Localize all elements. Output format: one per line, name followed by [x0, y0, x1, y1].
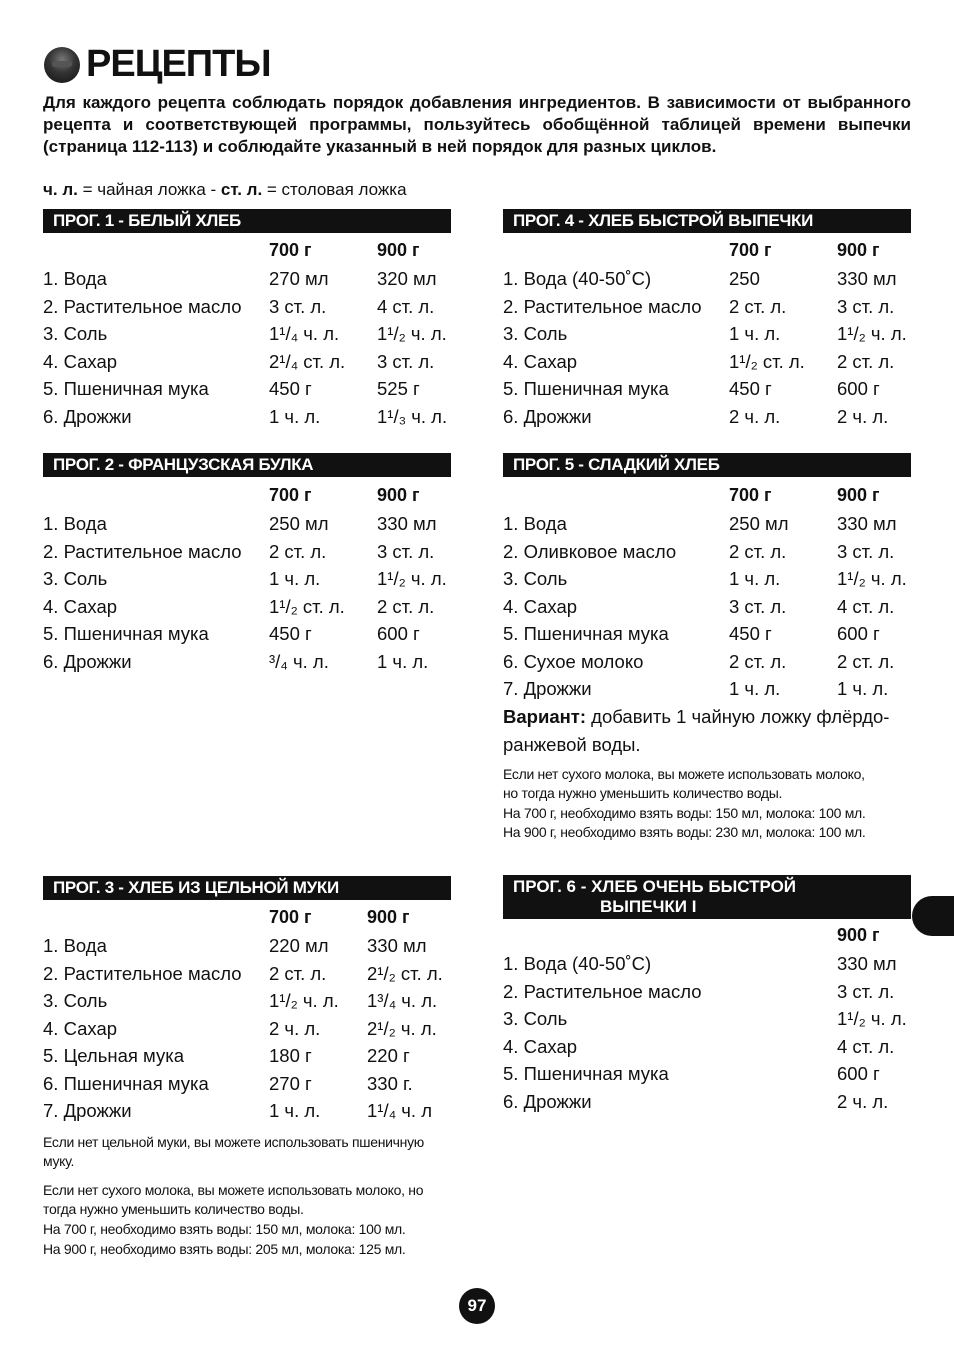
amount-700g: 1 ч. л. [269, 405, 321, 427]
amount-900g: 4 ст. л. [377, 295, 435, 317]
ingredient-name: 6. Сухое молоко [503, 650, 644, 672]
amount-700g: 450 г [269, 623, 312, 644]
page-title: РЕЦЕПТЫ [86, 43, 271, 85]
amount-900g: 2 ст. л. [837, 650, 895, 672]
prog4-title: ПРОГ. 4 - ХЛЕБ БЫСТРОЙ ВЫПЕЧКИ [503, 209, 911, 233]
ingredient-name: 1. Вода (40-50˚C) [503, 953, 652, 974]
tsp-text: = чайная ложка - [77, 180, 221, 199]
amount-700g: 1¹/₂ ст. л. [729, 350, 805, 372]
amount-700g: 250 мл [729, 513, 789, 534]
amount-700g: 2 ст. л. [729, 650, 787, 672]
prog3-title: ПРОГ. 3 - ХЛЕБ ИЗ ЦЕЛЬНОЙ МУКИ [43, 876, 451, 900]
amount-900g: 2¹/₂ ст. л. [367, 962, 443, 984]
ingredient-name: 5. Пшеничная мука [43, 623, 209, 644]
amount-700g: ³/₄ ч. л. [269, 650, 329, 672]
prog1-col-700: 700 г [269, 240, 312, 260]
prog3-col-700: 700 г [269, 907, 312, 927]
amount-700g: 1 ч. л. [269, 1100, 321, 1121]
prog2-col-700: 700 г [269, 485, 312, 505]
ingredient-name: 6. Дрожжи [503, 405, 592, 427]
ingredient-name: 4. Сахар [503, 1035, 578, 1057]
amount-700g: 2 ст. л. [269, 962, 327, 984]
section-tab-marker [912, 896, 954, 936]
ingredient-name: 2. Растительное масло [43, 295, 242, 317]
ingredient-name: 3. Соль [503, 568, 568, 589]
amount-700g: 250 мл [269, 513, 329, 534]
amount-700g: 220 мл [269, 935, 329, 956]
amount-900g: 3 ст. л. [377, 350, 435, 372]
ingredient-name: 7. Дрожжи [503, 678, 592, 699]
amount-700g: 3 ст. л. [729, 595, 787, 617]
amount-700g: 2 ст. л. [729, 295, 787, 317]
amount-900g: 2 ч. л. [837, 1090, 889, 1112]
ingredient-name: 5. Пшеничная мука [43, 378, 209, 399]
prog5-note-a: Если нет сухого молока, вы можете использовать молоко, [503, 766, 865, 782]
amount-900g: 1 ч. л. [837, 678, 889, 699]
ingredient-name: 1. Вода [43, 513, 107, 534]
amount-900g: 1¹/₃ ч. л. [377, 405, 448, 427]
amount-900g: 3 ст. л. [837, 540, 895, 562]
prog6-title-line2: ВЫПЕЧКИ I [600, 897, 697, 916]
ingredient-name: 4. Сахар [503, 350, 578, 372]
amount-900g: 2 ч. л. [837, 405, 889, 427]
amount-900g: 330 г. [367, 1072, 413, 1094]
prog5-title: ПРОГ. 5 - СЛАДКИЙ ХЛЕБ [503, 453, 911, 477]
intro-text: Для каждого рецепта соблюдать порядок добавления ингредиентов. В зависимости от выбранного рецепта и соответствующей программы, пользуйтесь обобщённой таблицей времени выпечки (страница 112-113) и соблюдайте указанный в ней порядок для разных циклов. [43, 93, 911, 156]
amount-900g: 1³/₄ ч. л. [367, 990, 438, 1011]
amount-900g: 600 г [837, 1063, 880, 1084]
ingredient-name: 2. Оливковое масло [503, 540, 677, 562]
ingredient-name: 2. Растительное масло [503, 295, 702, 317]
ingredient-name: 1. Вода [43, 268, 107, 289]
amount-900g: 4 ст. л. [837, 1035, 895, 1057]
amount-900g: 600 г [837, 623, 880, 644]
amount-700g: 270 г [269, 1072, 312, 1094]
amount-900g: 600 г [837, 378, 880, 399]
amount-700g: 1¹/₄ ч. л. [269, 323, 340, 344]
amount-900g: 320 мл [377, 268, 437, 289]
variant-text-1: добавить 1 чайную ложку флёрдо- [586, 706, 890, 727]
amount-700g: 1 ч. л. [729, 568, 781, 589]
title-bullet-icon [44, 47, 80, 83]
amount-700g: 1¹/₂ ст. л. [269, 595, 345, 617]
ingredient-name: 3. Соль [43, 568, 108, 589]
prog5-note-d: На 900 г, необходимо взять воды: 230 мл, молока: 100 мл. [503, 824, 866, 840]
amount-900g: 3 ст. л. [837, 295, 895, 317]
prog5-variant [503, 703, 913, 731]
amount-900g: 1¹/₂ ч. л. [837, 1008, 907, 1029]
amount-900g: 3 ст. л. [837, 980, 895, 1002]
ingredient-name: 6. Дрожжи [43, 650, 132, 672]
amount-700g: 1 ч. л. [729, 323, 781, 344]
page-number: 97 [459, 1288, 495, 1324]
amount-900g: 330 мл [837, 268, 897, 289]
ingredient-name: 2. Растительное масло [503, 980, 702, 1002]
ingredient-name: 6. Пшеничная мука [43, 1072, 209, 1094]
ingredient-name: 5. Пшеничная мука [503, 378, 669, 399]
prog3-note-900: На 900 г, необходимо взять воды: 205 мл, молока: 125 мл. [43, 1241, 406, 1257]
prog1-title: ПРОГ. 1 - БЕЛЫЙ ХЛЕБ [43, 209, 451, 233]
amount-700g: 1¹/₂ ч. л. [269, 990, 339, 1011]
amount-900g: 2 ст. л. [837, 350, 895, 372]
ingredient-name: 5. Пшеничная мука [503, 1063, 669, 1084]
ingredient-name: 2. Растительное масло [43, 962, 242, 984]
ingredient-name: 4. Сахар [43, 595, 118, 617]
prog5-col-700: 700 г [729, 485, 772, 505]
amount-700g: 450 г [729, 378, 772, 399]
prog1-col-900: 900 г [377, 240, 420, 260]
ingredient-name: 6. Дрожжи [43, 405, 132, 427]
prog5-note-c: На 700 г, необходимо взять воды: 150 мл, молока: 100 мл. [503, 805, 866, 821]
ingredient-name: 3. Соль [503, 323, 568, 344]
amount-900g: 4 ст. л. [837, 595, 895, 617]
prog5-col-900: 900 г [837, 485, 880, 505]
prog4-col-700: 700 г [729, 240, 772, 260]
amount-900g: 1¹/₂ ч. л. [377, 568, 447, 589]
ingredient-name: 3. Соль [43, 990, 108, 1011]
amount-900g: 330 мл [377, 513, 437, 534]
amount-900g: 330 мл [367, 935, 427, 956]
amount-700g: 3 ст. л. [269, 295, 327, 317]
prog6-col-900: 900 г [837, 925, 880, 945]
abbreviation-legend [43, 179, 407, 201]
tsp-abbr: ч. л. [43, 180, 78, 199]
prog6-title-line1: ПРОГ. 6 - ХЛЕБ ОЧЕНЬ БЫСТРОЙ [513, 877, 797, 896]
amount-700g: 250 [729, 268, 760, 289]
prog2-col-900: 900 г [377, 485, 420, 505]
amount-900g: 330 мл [837, 513, 897, 534]
tbsp-text: = столовая ложка [262, 180, 407, 199]
ingredient-name: 4. Сахар [43, 1017, 118, 1039]
ingredient-name: 1. Вода [503, 513, 567, 534]
amount-900g: 525 г [377, 378, 420, 399]
ingredient-name: 3. Соль [43, 323, 108, 344]
prog3-note-700: На 700 г, необходимо взять воды: 150 мл, молока: 100 мл. [43, 1221, 406, 1237]
ingredient-name: 1. Вода [43, 935, 107, 956]
ingredient-name: 2. Растительное масло [43, 540, 242, 562]
ingredient-name: 4. Сахар [43, 350, 118, 372]
prog3-col-900: 900 г [367, 907, 410, 927]
amount-900g: 1¹/₄ ч. л [367, 1100, 432, 1121]
amount-700g: 2¹/₄ ст. л. [269, 350, 346, 372]
ingredient-name: 6. Дрожжи [503, 1090, 592, 1112]
amount-900g: 600 г [377, 623, 420, 644]
amount-900g: 3 ст. л. [377, 540, 435, 562]
variant-text-2: ранжевой воды. [503, 734, 641, 755]
prog3-note-flour: Если нет цельной муки, вы можете использовать пшеничную муку. [43, 1134, 424, 1169]
amount-700g: 1 ч. л. [729, 678, 781, 699]
ingredient-name: 7. Дрожжи [43, 1100, 132, 1121]
amount-900g: 1 ч. л. [377, 650, 429, 672]
amount-700g: 2 ч. л. [269, 1017, 321, 1039]
amount-900g: 330 мл [837, 953, 897, 974]
prog4-col-900: 900 г [837, 240, 880, 260]
amount-900g: 220 г [367, 1045, 410, 1066]
amount-700g: 2 ст. л. [729, 540, 787, 562]
amount-700g: 450 г [729, 623, 772, 644]
amount-700g: 180 г [269, 1045, 312, 1066]
amount-900g: 1¹/₂ ч. л. [837, 323, 907, 344]
amount-700g: 450 г [269, 378, 312, 399]
amount-900g: 2¹/₂ ч. л. [367, 1017, 437, 1039]
prog6-title [503, 875, 911, 919]
variant-label: Вариант: [503, 706, 587, 727]
amount-700g: 1 ч. л. [269, 568, 321, 589]
prog2-title: ПРОГ. 2 - ФРАНЦУЗСКАЯ БУЛКА [43, 453, 451, 477]
ingredient-name: 5. Пшеничная мука [503, 623, 669, 644]
amount-900g: 2 ст. л. [377, 595, 435, 617]
ingredient-name: 1. Вода (40-50˚C) [503, 268, 652, 289]
prog5-note-b: но тогда нужно уменьшить количество воды. [503, 785, 783, 801]
amount-700g: 2 ч. л. [729, 405, 781, 427]
amount-900g: 1¹/₂ ч. л. [377, 323, 447, 344]
amount-700g: 270 мл [269, 268, 329, 289]
ingredient-name: 3. Соль [503, 1008, 568, 1029]
amount-700g: 2 ст. л. [269, 540, 327, 562]
prog3-note-milk: Если нет сухого молока, вы можете использовать молоко, но тогда нужно уменьшить количество воды. [43, 1182, 424, 1217]
ingredient-name: 5. Цельная мука [43, 1045, 184, 1066]
ingredient-name: 4. Сахар [503, 595, 578, 617]
amount-900g: 1¹/₂ ч. л. [837, 568, 907, 589]
tbsp-abbr: ст. л. [220, 180, 263, 199]
